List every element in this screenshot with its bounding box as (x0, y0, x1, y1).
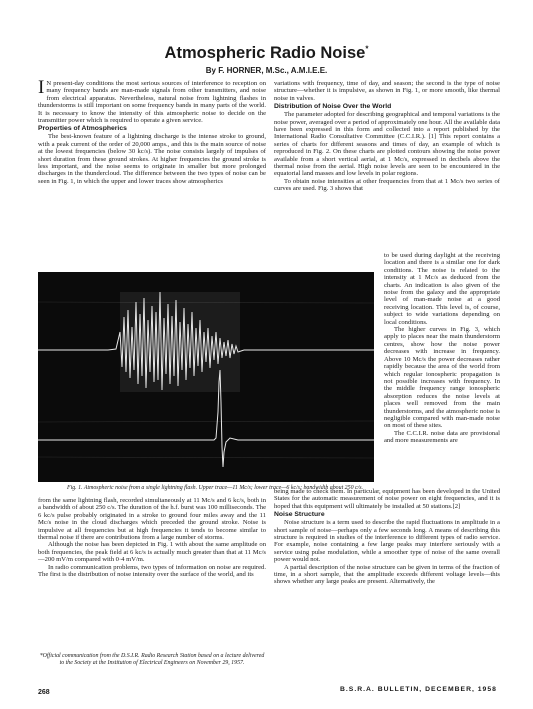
footnote: *Official communication from the D.S.I.R. Radio Research Station based on a lecture delivered to the Society at the Institution of Electrical Engineers on November 29, 1957. (39, 653, 265, 666)
article-title-text: Atmospheric Radio Noise (164, 44, 366, 62)
page-number: 268 (38, 689, 50, 696)
properties-paragraph: The best-known feature of a lightning discharge is the intense stroke to ground, with a peak current of the order of 20,000 amps., and this is the main source of noise at the lowest frequencies (below 30 kc/s). The noise consists largely of impulses of short duration from these ground strokes. At higher frequencies the ground stroke is less important, and the noise seems to originate in smaller but more prolonged discharges in the thundercloud. The difference between the two types of noise can be seen in Fig. 1, in which the upper and lower traces show atmospherics (38, 133, 266, 185)
figure-oscillogram (38, 272, 374, 482)
structure-paragraph: Noise structure is a term used to describe the rapid fluctuations in amplitude in a short sample of noise—perhaps only a few seconds long. A means of describing this structure is required in studies of the interference to different types of radio service. For example, noise containing a few large peaks may interfere seriously with a service using pulse modulation, while a smoother type of noise of the same overall power would not. (274, 519, 500, 564)
check-paragraph: being made to check them. In particular, equipment has been developed in the United States for the automatic measurement of noise power on eight frequencies, and it is hoped that this equipment will ultimately be installed at 50 stations.[2] (274, 488, 500, 510)
right-column-bottom (274, 488, 500, 586)
heading-noise-structure: Noise Structure (274, 511, 325, 519)
heading-distribution: Distribution of Noise Over the World (274, 103, 392, 111)
heading-properties: Properties of Atmospherics (38, 125, 127, 133)
ccir-paragraph: The C.C.I.R. noise data are provisional and more measurements are (384, 429, 500, 445)
flash-paragraph: from the same lightning flash, recorded simultaneously at 11 Mc/s and 6 kc/s, both in a bandwidth of about 250 c/s. The duration of the h.f. burst was 100 milliseconds. The 6 kc/s pulse probably originated in a stroke to ground four miles away and the 11 Mc/s noise in the cloud discharges which preceded the ground stroke. Noise is impulsive at all frequencies but at high frequencies it tends to become similar to thermal noise if there are contributions from a large number of storms. (38, 497, 266, 542)
variations-paragraph: variations with frequency, time of day, and season; the second is the type of noise structure—whether it is impulsive, as shown in Fig. 1, or more smooth, like thermal noise in valves. (274, 80, 500, 102)
running-head: B.S.R.A. BULLETIN, DECEMBER, 1958 (340, 686, 497, 693)
right-column-top (274, 80, 500, 193)
distribution-paragraph: The parameter adopted for describing geographical and temporal variations is the noise power, averaged over a period of approximately one hour. All the available data have been expressed in this form and collected into a report published by the International Radio Consultative Committee (C.C.I.R.). [1] This report contains a series of charts for different seasons and times of day, an example of which is reproduced in Fig. 2. On these charts are plotted contours showing the noise power available from a short vertical aerial, at 1 Mc/s, expressed in decibels above the thermal noise from the aerial. High noise levels are seen to be encountered in the equatorial land masses and low levels in polar regions. (274, 111, 500, 178)
daylight-paragraph: to be used during daylight at the receiving location and there is a similar one for dark conditions. The noise is related to the intensity at 1 Mc/s as deduced from the charts. An indication is also given of the noise from the galaxy and the appropriate level of man-made noise at a good receiving location. This level is, of course, subject to wide variations depending on local conditions. (384, 252, 500, 326)
amplitude-paragraph: Although the noise has been depicted in Fig. 1 with about the same amplitude on both frequencies, the peak field at 6 kc/s is actually much greater than that at 11 Mc/s—200 mV/m compared with 0·4 mV/m. (38, 541, 266, 564)
higher-curves-paragraph: The higher curves in Fig. 3, which apply to places near the main thunderstorm centres, show how the noise power decreases with increase in frequency. Above 10 Mc/s the power decreases rather rapidly because the area of the world from which regular ionospheric propagation is not possible increases with frequency. In the middle frequency range ionospheric absorption reduces the noise levels at places well removed from the main thunderstorms, and the atmospheric noise is negligible compared with man-made noise on most of these sites. (384, 326, 500, 430)
footnote-marker: * (365, 44, 369, 54)
trace-glow (120, 292, 240, 392)
figure-caption: Fig. 1. Atmospheric noise from a single lightning flash. Upper trace—11 Mc/s; lower trace—6 kc/s; bandwidth about 250 c/s. (66, 485, 364, 491)
drop-cap: I (38, 77, 45, 98)
intro-text: N present-day conditions the most serious sources of interference to reception on many frequency bands are man-made signals from other transmitters, and noise from electrical apparatus. Nevertheless, natural noise from lightning flashes in thunderstorms is still important on some frequency bands in many parts of the world. It is necessary to know the intensity of this atmospheric noise to decide on the transmitter power which is required to operate a given service. (38, 80, 266, 125)
intro-paragraph (38, 77, 266, 125)
author-byline: By F. HORNER, M.Sc., A.M.I.E.E. (205, 66, 328, 75)
right-column-middle (384, 252, 500, 445)
obtain-paragraph: To obtain noise intensities at other frequencies from that at 1 Mc/s two series of curves are used. Fig. 3 shows that (274, 177, 500, 193)
partial-paragraph: A partial description of the noise structure can be given in terms of the fraction of time, in a short sample, that the amplitude exceeds different voltage levels—this shows whether any large peaks are present. Alternatively, the (274, 563, 500, 586)
article-title (0, 44, 533, 63)
oscillogram-image (38, 272, 374, 482)
left-column-top (38, 77, 266, 185)
information-paragraph: In radio communication problems, two types of information on noise are required. The first is the distribution of noise intensity over the surface of the world, and its (38, 563, 266, 579)
left-column-bottom (38, 497, 266, 578)
